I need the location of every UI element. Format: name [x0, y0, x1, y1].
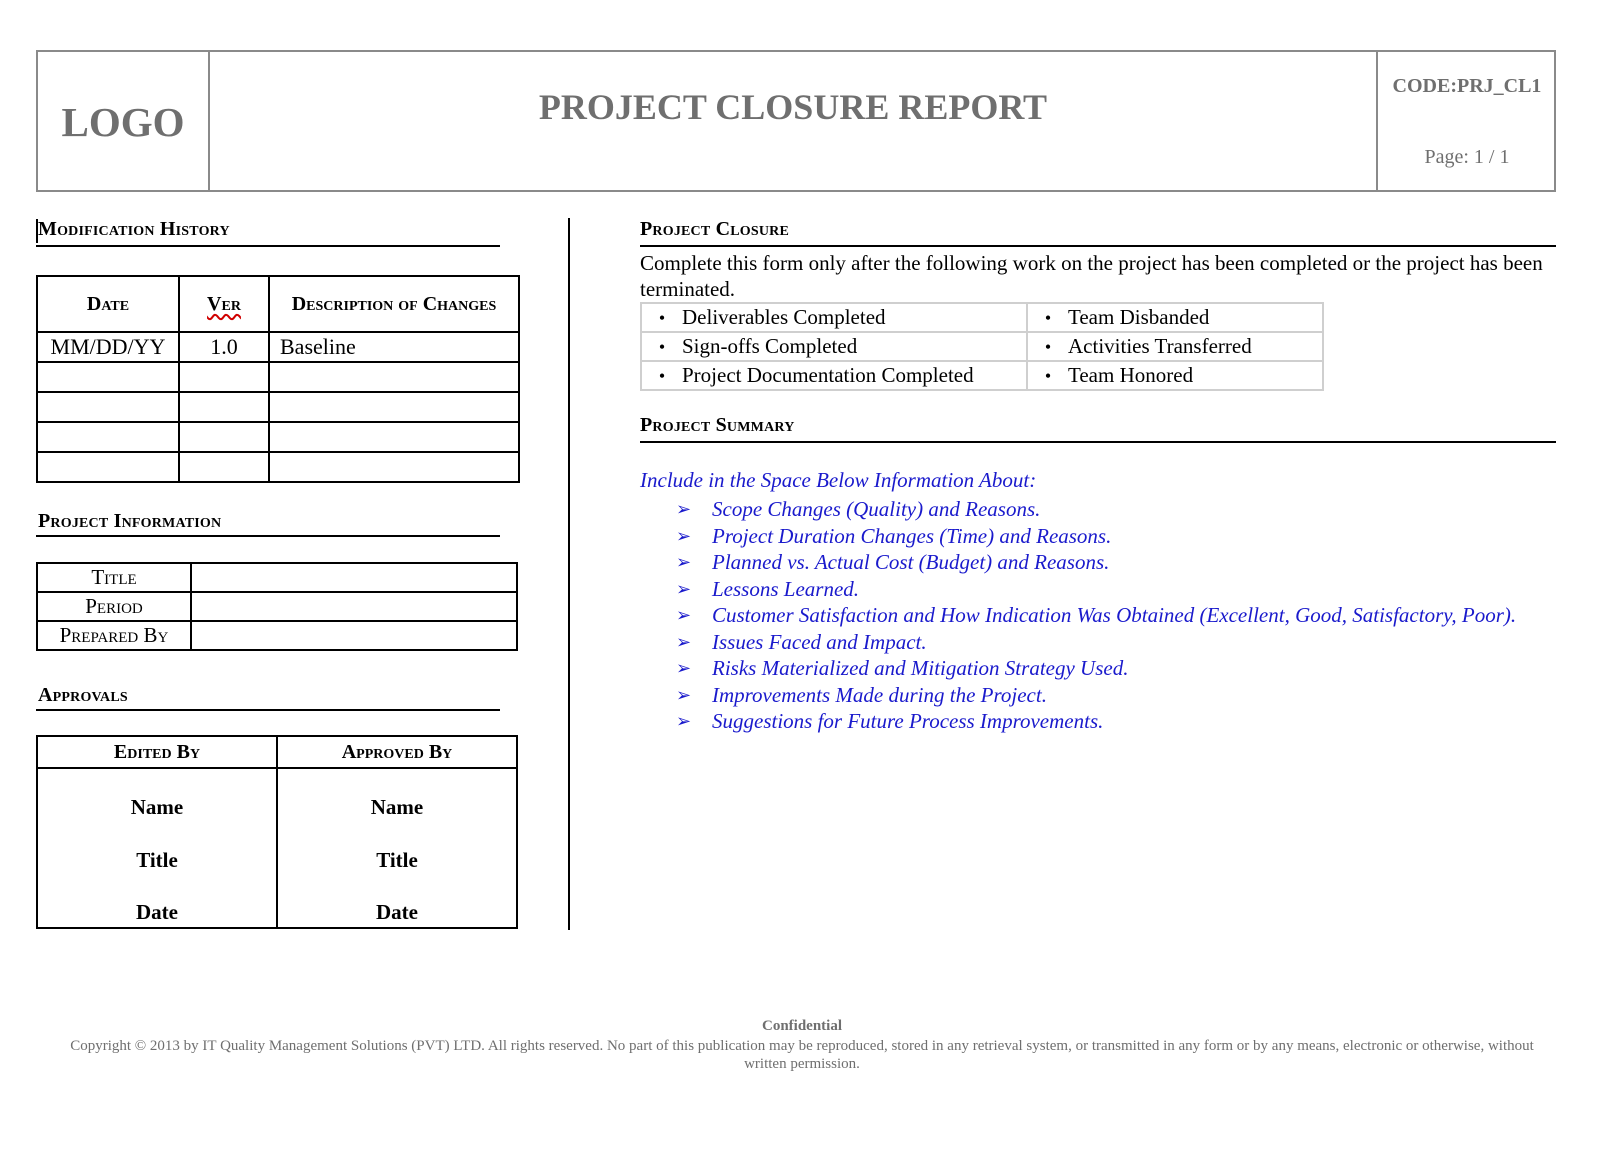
section-heading-approvals: Approvals: [38, 684, 128, 706]
project-closure-intro: Complete this form only after the following work on the project has been completed or the project has been terminated.: [640, 251, 1543, 301]
header-divider: [1376, 50, 1378, 192]
list-item-text: Customer Satisfaction and How Indication Was Obtained (Excellent, Good, Satisfactory, Poor).: [712, 603, 1517, 627]
checklist-item-label: Team Honored: [1068, 363, 1194, 387]
column-header-description: Description of Changes: [269, 276, 519, 332]
project-summary-list: [676, 496, 1556, 735]
approved-by-signature-block[interactable]: [277, 768, 517, 928]
arrow-bullet-icon: ➢: [676, 711, 692, 731]
list-item-text: Scope Changes (Quality) and Reasons.: [712, 497, 1041, 521]
description-cell[interactable]: [269, 392, 519, 422]
field-value-prepared-by[interactable]: [191, 621, 517, 650]
edited-by-signature-block[interactable]: [37, 768, 277, 928]
description-cell[interactable]: [269, 362, 519, 392]
list-item-text: Improvements Made during the Project.: [712, 682, 1047, 707]
table-row: [641, 303, 1323, 332]
section-rule: [36, 535, 500, 537]
list-item: [676, 523, 1556, 549]
bullet-icon: •: [658, 337, 666, 357]
bullet-icon: •: [658, 308, 666, 328]
arrow-bullet-icon: ➢: [676, 605, 692, 625]
list-item: [676, 682, 1556, 708]
list-item-text: Risks Materialized and Mitigation Strategy Used.: [712, 656, 1129, 680]
list-item-text: Suggestions for Future Process Improvements.: [712, 709, 1104, 733]
project-information-table: [36, 562, 518, 651]
arrow-bullet-icon: ➢: [676, 499, 692, 519]
table-row: [37, 422, 519, 452]
checklist-item: [641, 332, 1027, 361]
column-header-date: Date: [37, 276, 179, 332]
table-row: [641, 361, 1323, 390]
field-label-title: Title: [37, 563, 191, 592]
signature-field-title: Title: [136, 848, 178, 872]
modification-history-table: [36, 275, 520, 483]
table-header-row: [37, 276, 519, 332]
checklist-item-label: Project Documentation Completed: [682, 363, 974, 387]
column-header-edited-by: Edited By: [37, 736, 277, 768]
section-rule: [36, 245, 500, 247]
footer-copyright: Copyright © 2013 by IT Quality Management Solutions (PVT) LTD. All rights reserved. No part of this publication may be reproduced, stored in any retrieval system, or transmitted in any form or by any means, electronic or otherwise, without written permission.: [70, 1038, 1534, 1072]
version-cell[interactable]: [179, 362, 269, 392]
bullet-icon: •: [1044, 308, 1052, 328]
table-row: [37, 621, 517, 650]
description-cell[interactable]: [269, 452, 519, 482]
checklist-item-label: Activities Transferred: [1068, 334, 1252, 358]
date-cell[interactable]: [37, 392, 179, 422]
checklist-item: [1027, 332, 1323, 361]
approvals-table: [36, 735, 518, 929]
document-title: PROJECT CLOSURE REPORT: [538, 87, 1048, 127]
arrow-bullet-icon: ➢: [676, 525, 692, 546]
bullet-icon: •: [1044, 366, 1052, 386]
checklist-item-label: Team Disbanded: [1068, 305, 1210, 329]
field-value-title[interactable]: [191, 563, 517, 592]
date-cell[interactable]: [37, 362, 179, 392]
signature-field-name: Name: [130, 795, 184, 819]
arrow-bullet-icon: ➢: [676, 631, 692, 652]
list-item-text: Planned vs. Actual Cost (Budget) and Reasons.: [712, 550, 1110, 574]
description-cell[interactable]: Baseline: [269, 332, 519, 362]
version-cell[interactable]: [179, 392, 269, 422]
section-rule: [640, 441, 1556, 443]
table-row: [37, 452, 519, 482]
version-cell[interactable]: [179, 452, 269, 482]
list-item: [676, 655, 1556, 681]
date-cell[interactable]: [37, 452, 179, 482]
section-heading-project-closure: Project Closure: [640, 218, 790, 240]
version-cell[interactable]: 1.0: [179, 332, 269, 362]
signature-field-name: Name: [370, 795, 424, 819]
section-heading-project-summary: Project Summary: [640, 414, 795, 436]
column-header-ver: [179, 276, 269, 332]
date-cell[interactable]: [37, 422, 179, 452]
field-label-period: Period: [37, 592, 191, 621]
column-header-approved-by: Approved By: [277, 736, 517, 768]
signature-field-date: Date: [136, 900, 178, 924]
table-row: [641, 332, 1323, 361]
page-number: Page: 1 / 1: [1424, 146, 1510, 168]
checklist-item: [641, 303, 1027, 332]
table-row: [37, 768, 517, 928]
table-row: [37, 362, 519, 392]
description-cell[interactable]: [269, 422, 519, 452]
checklist-item: [641, 361, 1027, 390]
arrow-bullet-icon: ➢: [676, 578, 692, 599]
list-item: [676, 576, 1556, 602]
version-cell[interactable]: [179, 422, 269, 452]
field-value-period[interactable]: [191, 592, 517, 621]
project-summary-lead: Include in the Space Below Information About:: [640, 468, 1037, 492]
signature-field-date: Date: [376, 900, 418, 924]
arrow-bullet-icon: ➢: [676, 552, 692, 572]
logo-placeholder: LOGO: [61, 99, 185, 145]
bullet-icon: •: [658, 366, 666, 386]
checklist-item: [1027, 361, 1323, 390]
table-header-row: [37, 736, 517, 768]
footer-confidential: Confidential: [761, 1018, 842, 1034]
column-divider: [568, 218, 570, 930]
column-header-ver-label: Ver: [207, 292, 241, 315]
table-row: [37, 332, 519, 362]
project-closure-checklist: [640, 302, 1324, 391]
list-item: [676, 549, 1556, 575]
date-cell[interactable]: MM/DD/YY: [37, 332, 179, 362]
field-label-prepared-by: Prepared By: [37, 621, 191, 650]
list-item-text: Lessons Learned.: [712, 576, 860, 601]
signature-field-title: Title: [376, 848, 418, 872]
section-heading-modification-history: Modification History: [38, 218, 230, 240]
list-item-text: Issues Faced and Impact.: [712, 629, 927, 654]
list-item: [676, 496, 1556, 522]
list-item: [676, 708, 1556, 734]
list-item: [676, 602, 1556, 628]
list-item-text: Project Duration Changes (Time) and Reasons.: [712, 523, 1112, 548]
section-rule: [640, 245, 1556, 247]
table-row: [37, 392, 519, 422]
bullet-icon: •: [1044, 337, 1052, 357]
list-item: [676, 629, 1556, 655]
checklist-item-label: Deliverables Completed: [682, 305, 886, 329]
section-heading-project-information: Project Information: [38, 510, 222, 532]
arrow-bullet-icon: ➢: [676, 658, 692, 678]
table-row: [37, 563, 517, 592]
document-code: CODE:PRJ_CL1: [1392, 75, 1542, 97]
table-row: [37, 592, 517, 621]
checklist-item-label: Sign-offs Completed: [682, 334, 858, 358]
arrow-bullet-icon: ➢: [676, 684, 692, 705]
checklist-item: [1027, 303, 1323, 332]
section-rule: [36, 709, 500, 711]
